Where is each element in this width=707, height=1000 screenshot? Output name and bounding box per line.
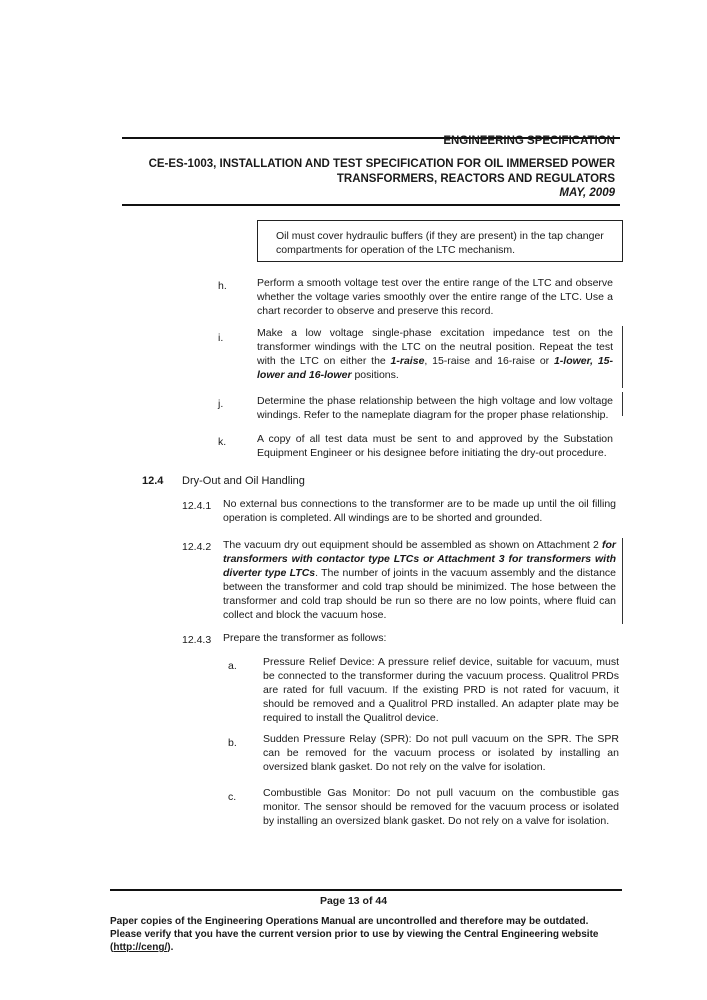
sub-item-marker-a: a.	[228, 660, 237, 672]
item-text-h: Perform a smooth voltage test over the entire range of the LTC and observe whether the voltage varies smoothly over the entire range of the LTC. Use a chart recorder to observe and preserve this record.	[257, 277, 613, 317]
sub-item-marker-c: c.	[228, 791, 237, 803]
footer-rule	[110, 889, 622, 891]
item-text-i-c: positions.	[351, 369, 399, 381]
spec-title: ENGINEERING SPECIFICATION	[443, 135, 615, 147]
spec-subtitle-line1: CE-ES-1003, INSTALLATION AND TEST SPECIFICATION FOR OIL IMMERSED POWER	[148, 158, 615, 170]
item-marker-i: i.	[218, 332, 224, 344]
change-bar-i	[622, 326, 623, 388]
footer-disclaimer	[110, 915, 620, 954]
header-bottom-rule	[122, 204, 620, 206]
item-text-i	[257, 326, 613, 382]
sub-item-text-a: Pressure Relief Device: A pressure relief device, suitable for vacuum, must be connected to the transformer during the vacuum process. Qualitrol PRDs are rated for full vacuum. If the existing PRD is not rated for vacuum, it should be removed and a Qualitrol PRD installed. An adapter plate may be required to install the Qualitrol device.	[263, 656, 619, 724]
item-text-k: A copy of all test data must be sent to and approved by the Substation Equipment Engineer or his designee before initiating the dry-out procedure.	[257, 433, 613, 459]
sub-item-text-c: Combustible Gas Monitor: Do not pull vacuum on the combustible gas monitor. The sensor should be removed for the vacuum process or isolated by installing an oversized blank gasket. Do not rely on a valve for isolation.	[263, 787, 619, 827]
change-bar-j	[622, 392, 623, 416]
page-number: Page 13 of 44	[319, 895, 388, 907]
spec-subtitle-line2: TRANSFORMERS, REACTORS AND REGULATORS	[336, 173, 615, 185]
subsection-number-1: 12.4.1	[182, 500, 212, 512]
item-marker-j: j.	[218, 398, 224, 410]
subsection-text-2	[223, 538, 616, 622]
callout-box	[257, 220, 623, 262]
footer-note-text: Paper copies of the Engineering Operations Manual are uncontrolled and therefore may be outdated. Please verify that you have the current version prior to use by viewing the Central Engineering website (	[110, 916, 599, 953]
section-title: Dry-Out and Oil Handling	[182, 475, 305, 487]
sub-item-text-b: Sudden Pressure Relay (SPR): Do not pull vacuum on the SPR. The SPR can be removed for the vacuum process or isolated by installing an oversized blank gasket. Do not rely on the valve for isolation.	[263, 733, 619, 773]
subsection-number-2: 12.4.2	[182, 541, 212, 553]
item-text-i-em1: 1-raise	[390, 355, 425, 367]
subsection-text-2-b: . The number of joints in the vacuum assembly and the distance between the transformer and cold trap should be minimized. The hose between the transformer and cold trap should be run so there are no low points, where fluid can collect and block the vacuum hose.	[223, 567, 616, 621]
subsection-text-2-em: for transformers with contactor type LTCs or Attachment 3 for transformers with diverter type LTCs	[223, 539, 616, 579]
subsection-text-2-a: The vacuum dry out equipment should be assembled as shown on Attachment 2	[223, 539, 602, 551]
change-bar-2	[622, 538, 623, 624]
item-marker-k: k.	[218, 436, 227, 448]
central-engineering-link[interactable]: http://ceng/	[113, 942, 168, 953]
subsection-text-1: No external bus connections to the transformer are to be made up until the oil filling operation is completed. All windings are to be shorted and grounded.	[223, 498, 616, 524]
item-text-j: Determine the phase relationship between the high voltage and low voltage windings. Refer to the nameplate diagram for the proper phase relationship.	[257, 395, 613, 421]
subsection-text-3: Prepare the transformer as follows:	[223, 632, 387, 644]
section-number: 12.4	[142, 475, 164, 487]
item-text-i-b: , 15-raise and 16-raise or	[424, 355, 554, 367]
item-marker-h: h.	[218, 280, 227, 292]
spec-date: MAY, 2009	[559, 187, 615, 199]
subsection-number-3: 12.4.3	[182, 634, 212, 646]
item-text-i-a: Make a low voltage single-phase excitation impedance test on the transformer windings with the LTC on the neutral position. Repeat the test with the LTC on either the	[257, 327, 613, 367]
footer-note-end: ).	[167, 942, 174, 953]
item-text-i-em2: 1-lower, 15-lower and 16-lower	[257, 355, 613, 381]
callout-text: Oil must cover hydraulic buffers (if they are present) in the tap changer compartments for operation of the LTC mechanism.	[276, 230, 604, 256]
sub-item-marker-b: b.	[228, 737, 237, 749]
